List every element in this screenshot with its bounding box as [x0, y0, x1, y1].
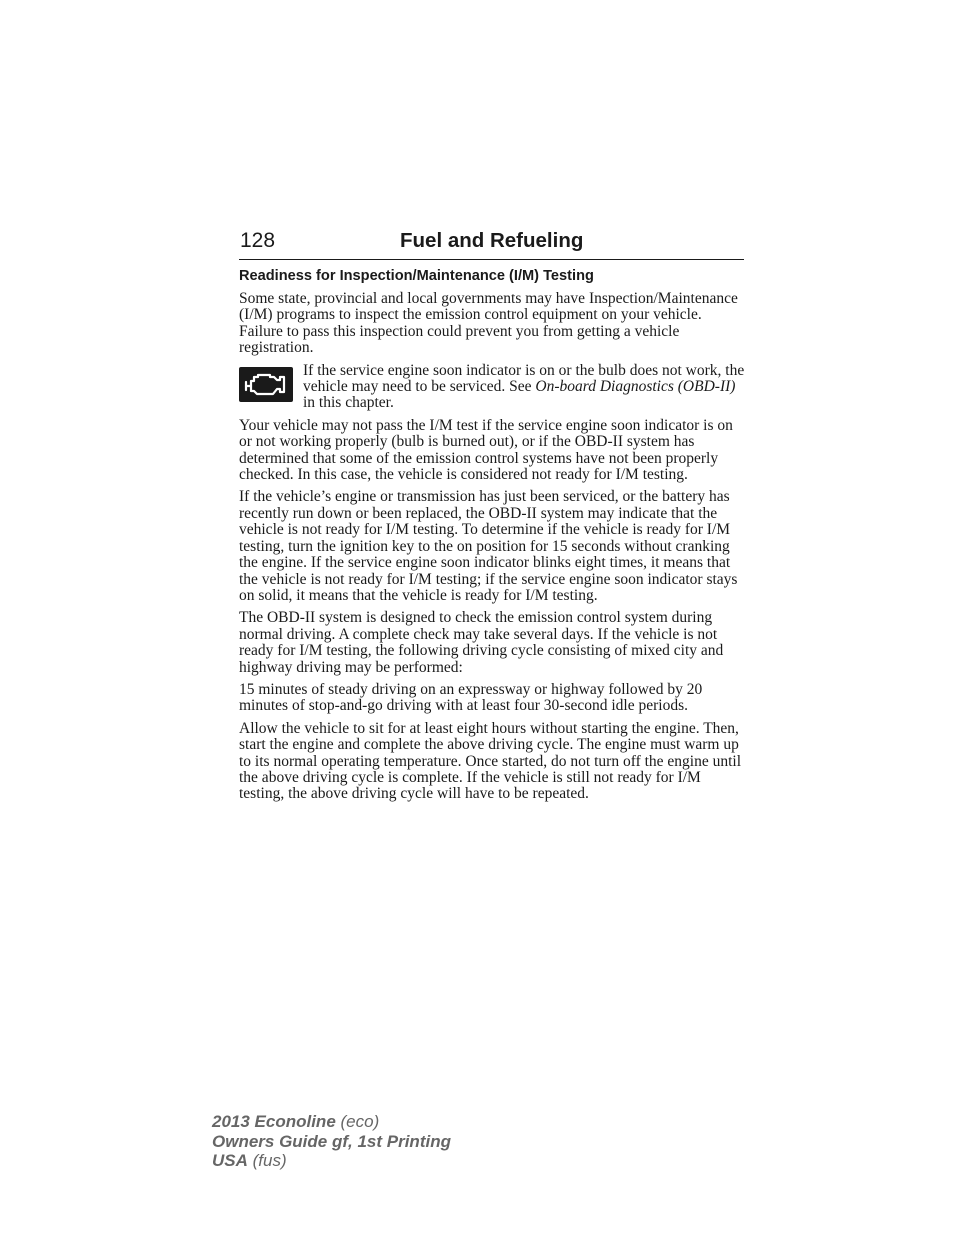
note-text-after: in this chapter. [303, 394, 394, 412]
footer-market: USA [212, 1151, 248, 1170]
footer-line-1 [212, 1112, 451, 1132]
footer-line-3 [212, 1151, 451, 1171]
section-heading: Readiness for Inspection/Maintenance (I/M) Testing [239, 268, 594, 284]
footer-model-code: (eco) [335, 1112, 380, 1131]
footer-market-code: (fus) [247, 1151, 287, 1170]
paragraph-readiness-check: If the vehicle’s engine or transmission has just been serviced, or the battery has recently run down or been replaced, the OBD-II system may indicate that the vehicle is not ready for I/M testing. To determine if the vehicle is ready for I/M testing, turn the ignition key to the on position for 15 seconds without cranking the engine. If the service engine soon indicator blinks eight times, it means that the vehicle is not ready for I/M testing; if the service engine soon indicator stays on solid, it means that the vehicle is ready for I/M testing. [239, 488, 738, 604]
note-text-before: If the service engine soon indicator is on or the bulb does not work, the vehicle may need to be serviced. See [303, 361, 745, 396]
service-engine-note-text [303, 363, 749, 412]
paragraph-driving-cycle: 15 minutes of steady driving on an expressway or highway followed by 20 minutes of stop-and-go driving with at least four 30-second idle periods. [239, 680, 703, 715]
footer-model: 2013 Econoline [212, 1112, 336, 1131]
footer-line-2 [212, 1132, 451, 1152]
page-header [239, 228, 744, 260]
obd-ii-reference: On-board Diagnostics (OBD-II) [535, 378, 736, 396]
service-engine-note [239, 363, 749, 412]
service-engine-soon-icon [239, 367, 293, 402]
paragraph-im-test: Your vehicle may not pass the I/M test if the service engine soon indicator is on or not working properly (bulb is burned out), or if the OBD-II system has determined that some of the emission control systems have not been properly checked. In this case, the vehicle is considered not ready for I/M testing. [239, 416, 733, 484]
page-content [239, 268, 749, 809]
paragraph-obd-system: The OBD-II system is designed to check the emission control system during normal driving. A complete check may take several days. If the vehicle is not ready for I/M testing, the following driving cycle consisting of mixed city and highway driving may be performed: [239, 609, 724, 676]
paragraph-repeat-cycle: Allow the vehicle to sit for at least eight hours without starting the engine. Then, start the engine and complete the above driving cycle. The engine must warm up to its normal operating temperature. Once started, do not turn off the engine until the above driving cycle is complete. If the vehicle is still not ready for I/M testing, the above driving cycle will have to be repeated. [239, 719, 742, 803]
paragraph-intro: Some state, provincial and local governments may have Inspection/Maintenance (I/M) programs to inspect the emission control equipment on your vehicle. Failure to pass this inspection could prevent you from getting a vehicle registration. [239, 290, 738, 357]
chapter-title: Fuel and Refueling [400, 229, 584, 252]
page-number: 128 [240, 229, 276, 252]
page-footer [212, 1112, 451, 1171]
footer-guide: Owners Guide gf, 1st Printing [212, 1131, 451, 1151]
